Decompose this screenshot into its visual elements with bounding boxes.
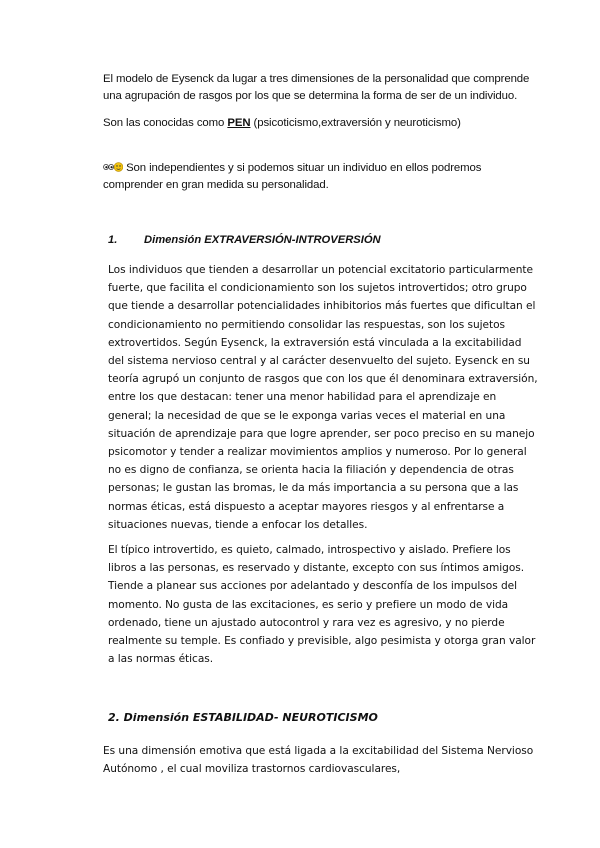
pen-suffix: (psicoticismo,extraversión y neuroticismo) bbox=[250, 117, 461, 129]
section1-paragraph1: Los individuos que tienden a desarrollar un potencial excitatorio particularmente fuerte, que facilita el condicionamiento son los sujetos introvertidos; otro grupo que tiende a desarrollar potencialidades inhibitorios más fuertes que dificultan el condicionamiento no permitiendo consolidar las respuestas, son los sujetos extrovertidos. Según Eysenck, la extraversión está vinculada a la excitabilidad del sistema nervioso central y al carácter desenvuelto del sujeto. Eysenck en su teoría agrupó un conjunto de rasgos que con los que él denominara extraversión, entre los que destacan: tener una menor habilidad para el aprendizaje en general; la necesidad de que se le exponga varias veces el material en una situación de aprendizaje para que logre aprender, ser poco preciso en su manejo psicomotor y tender a realizar movimientos amplios y numeroso. Por lo general no es digno de confianza, se orienta hacia la filiación y dependencia de otras personas; le gustan las bromas, le da más importancia a su persona que a las normas éticas, está dispuesto a aceptar mayores riesgos y al enfrentarse a situaciones nuevas, tiende a enfocar los detalles. bbox=[108, 264, 538, 531]
eyes-emoji-icon bbox=[103, 162, 123, 172]
independent-paragraph bbox=[103, 160, 543, 194]
pen-acronym: PEN bbox=[227, 117, 251, 129]
independent-text: Son independientes y si podemos situar un individuo en ellos podremos comprender en gran medida su personalidad. bbox=[103, 162, 482, 192]
section1-number: 1. bbox=[108, 234, 118, 246]
pen-prefix: Son las conocidas como bbox=[103, 117, 228, 129]
section1-paragraph2: El típico introvertido, es quieto, calmado, introspectivo y aislado. Prefiere los libros a las personas, es reservado y distante, excepto con sus íntimos amigos. Tiende a planear sus acciones por adelantado y desconfía de los impulsos del momento. No gusta de las excitaciones, es serio y prefiere un modo de vida ordenado, tiene un ajustado autocontrol y rara vez es agresivo, y no pierde realmente su temple. Es confiado y previsible, algo pesimista y otorga gran valor a las normas éticas. bbox=[108, 544, 536, 666]
section2-paragraph1: Es una dimensión emotiva que está ligada a la excitabilidad del Sistema Nervioso Autónomo , el cual moviliza trastornos cardiovasculares, bbox=[103, 745, 534, 776]
section2-heading: 2. Dimensión ESTABILIDAD- NEUROTICISMO bbox=[108, 711, 378, 724]
section1-heading bbox=[108, 234, 381, 246]
pen-paragraph bbox=[103, 115, 543, 132]
intro-paragraph: El modelo de Eysenck da lugar a tres dimensiones de la personalidad que comprende una agrupación de rasgos por los que se determina la forma de ser de un individuo. bbox=[103, 73, 530, 103]
section1-title: Dimensión EXTRAVERSIÓN-INTROVERSIÓN bbox=[144, 234, 381, 246]
